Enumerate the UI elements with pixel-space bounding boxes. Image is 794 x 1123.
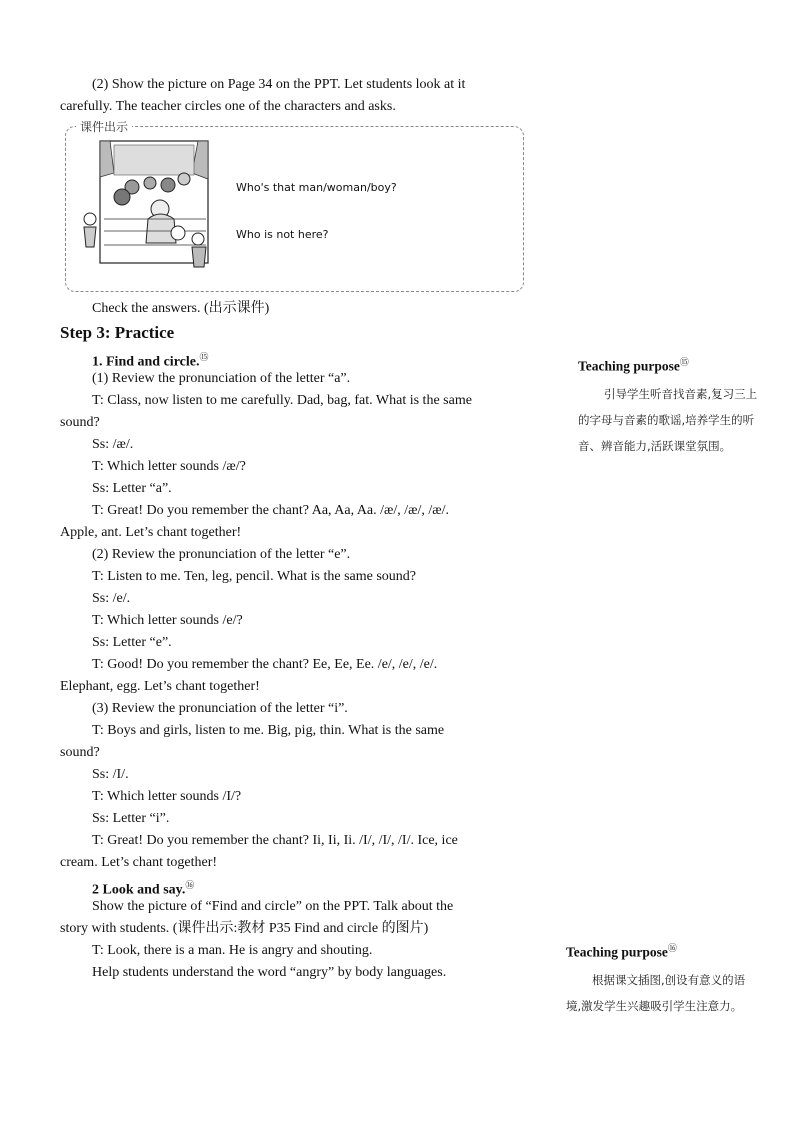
main-column [60,74,527,984]
practice-line: T: Listen to me. Ten, leg, pencil. What is the same sound? [92,569,417,584]
footnote-marker-16-side: ⑯ [667,943,677,953]
find-circle-title [60,346,527,368]
practice-line: Ss: Letter “i”. [92,811,170,826]
practice-line: T: Good! Do you remember the chant? Ee, Ee, Ee. /e/, /e/, /e/. [92,657,438,672]
footnote-marker-15-side: ⑮ [679,357,689,367]
practice-line: (1) Review the pronunciation of the letter “a”. [92,371,351,386]
look-say-title-text: 2 Look and say. [92,882,186,898]
look-say-line: Show the picture of “Find and circle” on the PPT. Talk about the [92,899,454,914]
practice-line: T: Boys and girls, listen to me. Big, pig, thin. What is the same [92,723,445,738]
practice-line: T: Great! Do you remember the chant? Ii, Ii, Ii. /I/, /I/, /I/. Ice, ice [92,833,458,848]
footnote-marker-16: ⑯ [185,880,195,890]
practice-line: T: Great! Do you remember the chant? Aa, Aa, Aa. /æ/, /æ/, /æ/. [92,503,449,518]
look-say-title [60,874,527,896]
teaching-purpose-16 [566,938,746,1019]
courseware-box [65,120,524,292]
practice-line: sound? [60,415,100,430]
practice-line: (2) Review the pronunciation of the letter “e”. [92,547,351,562]
classroom-illustration [82,139,214,269]
teaching-purpose-title-text: Teaching purpose [578,358,680,374]
practice-line: T: Which letter sounds /I/? [92,789,242,804]
practice-line: Elephant, egg. Let’s chant together! [60,679,260,694]
practice-line: (3) Review the pronunciation of the letter “i”. [92,701,348,716]
practice-line: cream. Let’s chant together! [60,855,218,870]
practice-line: Ss: /æ/. [92,437,134,452]
practice-line: Apple, ant. Let’s chant together! [60,525,242,540]
courseware-label: 课件出示 [76,118,132,135]
practice-line: T: Which letter sounds /e/? [92,613,243,628]
question-who-is-not-here: Who is not here? [236,228,329,241]
teaching-purpose-title [566,938,746,963]
teaching-purpose-title [578,352,758,377]
step3-heading: Step 3: Practice [60,323,175,342]
teaching-purpose-15 [578,352,758,459]
practice-line: Ss: Letter “a”. [92,481,172,496]
look-say-line: T: Look, there is a man. He is angry and shouting. [92,943,373,958]
practice-line: Ss: /I/. [92,767,129,782]
look-say-line: story with students. (课件出示:教材 P35 Find and circle 的图片) [60,921,429,936]
teaching-purpose-title-text: Teaching purpose [566,944,668,960]
find-circle-title-text: 1. Find and circle. [92,354,200,370]
teaching-purpose-text: 根据课文插图,创设有意义的语境,激发学生兴趣吸引学生注意力。 [566,972,746,1013]
question-who-is-that: Who's that man/woman/boy? [236,181,397,194]
practice-line: T: Class, now listen to me carefully. Dad, bag, fat. What is the same [92,393,472,408]
look-say-line: Help students understand the word “angry” by body languages. [92,965,447,980]
practice-line: Ss: Letter “e”. [92,635,172,650]
practice-line: Ss: /e/. [92,591,131,606]
intro-line-2: carefully. The teacher circles one of the characters and asks. [60,99,396,114]
footnote-marker-15: ⑮ [199,352,209,362]
intro-line-1: (2) Show the picture on Page 34 on the PPT. Let students look at it [92,77,466,92]
check-answers: Check the answers. (出示课件) [92,301,270,316]
teaching-purpose-text: 引导学生听音找音素,复习三上的字母与音素的歌谣,培养学生的听音、辨音能力,活跃课堂氛围。 [578,386,758,453]
practice-line: sound? [60,745,100,760]
practice-line: T: Which letter sounds /æ/? [92,459,246,474]
